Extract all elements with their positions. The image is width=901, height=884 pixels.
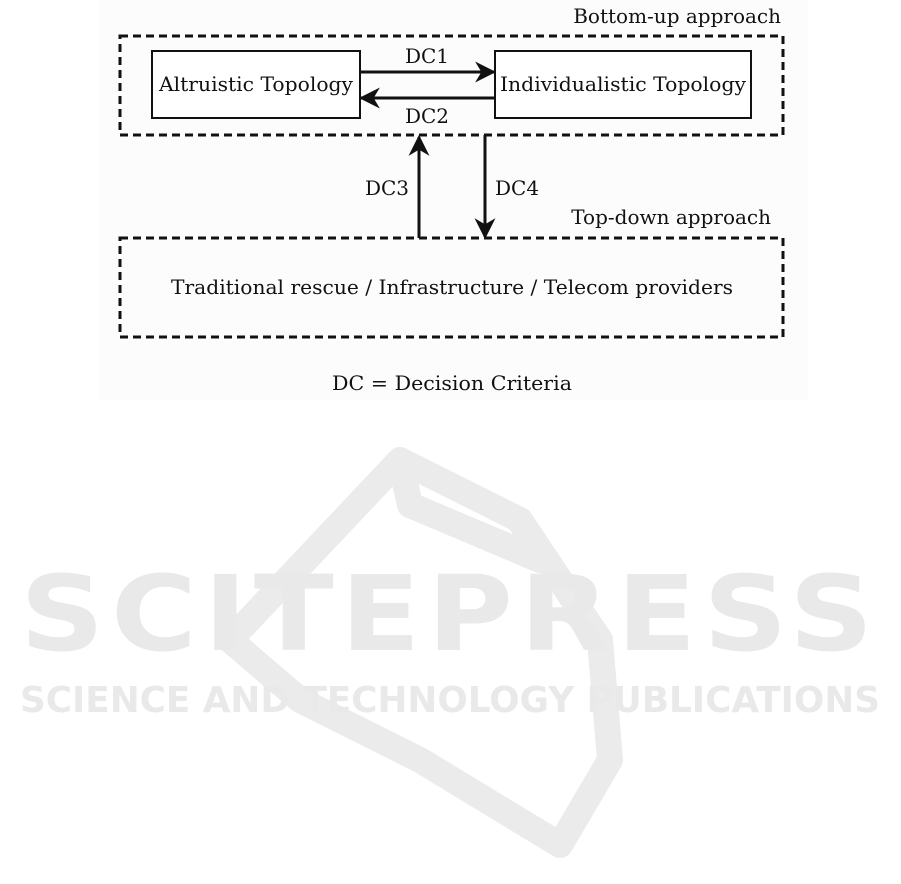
bottom-up-label: Bottom-up approach (573, 4, 781, 28)
watermark-title: SCITEPRESS (20, 553, 880, 675)
providers-label: Traditional rescue / Infrastructure / Telecom providers (171, 275, 733, 299)
individualistic-topology-label: Individualistic Topology (500, 72, 747, 96)
sciteepress-watermark (20, 460, 880, 845)
dc3-label: DC3 (364, 176, 409, 200)
dc4-label: DC4 (495, 176, 540, 200)
altruistic-topology-label: Altruistic Topology (157, 72, 354, 96)
top-down-label: Top-down approach (571, 205, 771, 229)
diagram-caption: DC = Decision Criteria (332, 371, 573, 395)
dc1-label: DC1 (404, 44, 450, 68)
dc2-label: DC2 (404, 104, 450, 128)
watermark-subtitle: SCIENCE AND TECHNOLOGY PUBLICATIONS (20, 680, 880, 721)
